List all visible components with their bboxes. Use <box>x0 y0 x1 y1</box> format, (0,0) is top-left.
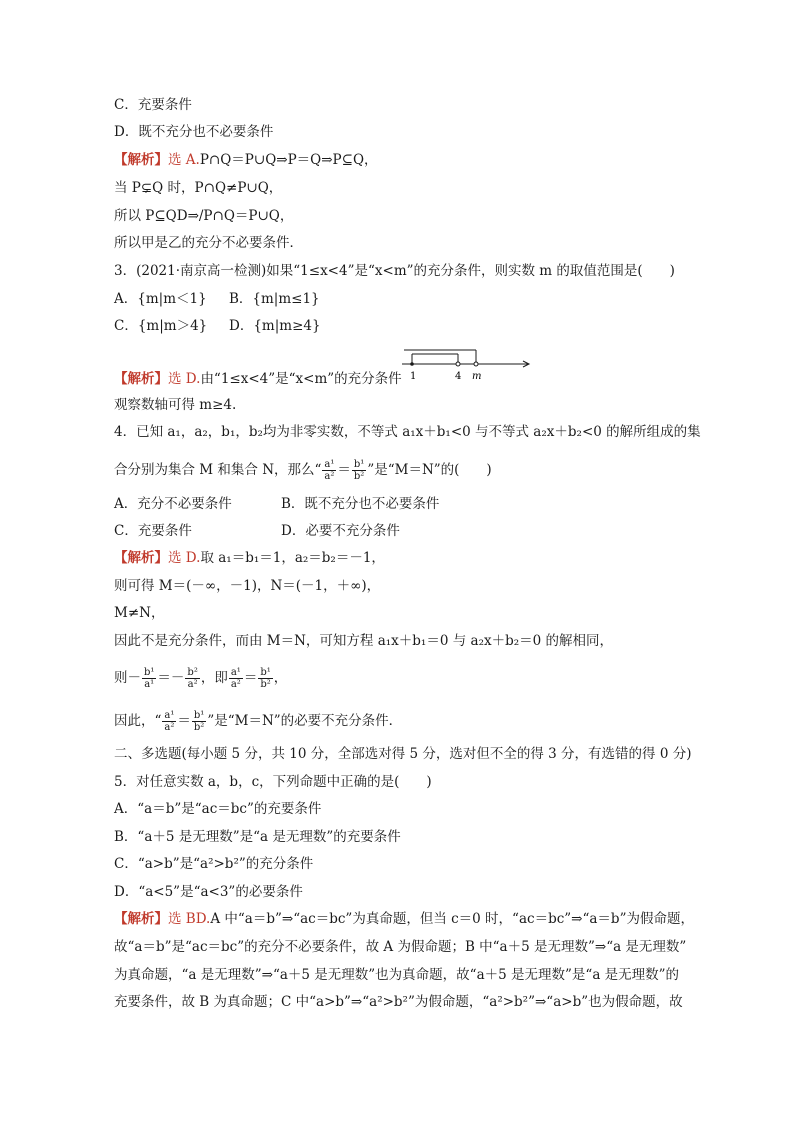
solution-line: 所以 P⊆QD⇒/P∩Q＝P∪Q， <box>114 208 294 224</box>
solution-tag: 【解析】 <box>114 550 168 566</box>
question-3: 3．(2021·南京高一检测)如果“1≤x<4”是“x<m”的充分条件，则实数 m 的取值范围是( ) <box>114 263 675 279</box>
solution-line: 则可得 M＝(－∞，－1)，N＝(－1，＋∞)， <box>114 578 381 594</box>
fraction: $\frac{\text{b¹}}{\text{a¹}}$ <box>144 667 155 690</box>
answer-choice: 选 D. <box>168 550 201 566</box>
solution-tag: 【解析】 <box>114 911 168 927</box>
question-4-cont: 合分别为集合 M 和集合 N，那么“ $\frac{\text{a¹}}{\text{a²}}$ ＝ $\frac{\text{b¹}}{\text{b²}}$ ”是“M＝N”的( ) <box>114 459 492 482</box>
open-point-4 <box>456 362 460 366</box>
solution-tag: 【解析】 <box>114 371 168 387</box>
solution-line <box>114 151 378 169</box>
solution-line: 为真命题，“a 是无理数”⇒“a＋5 是无理数”也为真命题，故“a＋5 是无理数”是“a 是无理数”的 <box>114 967 680 983</box>
option-c: C．“a>b”是“a²>b²”的充分条件 <box>114 856 314 872</box>
solution-line: 因此不是充分条件，而由 M＝N，可知方程 a₁x＋b₁＝0 与 a₂x＋b₂＝0 的解相同， <box>114 633 614 649</box>
option-a: A．{m|m＜1} <box>114 291 207 307</box>
tick-label-m: m <box>472 371 482 382</box>
section-heading: 二、多选题(每小题 5 分，共 10 分，全部选对得 5 分，选对但不全的得 3 分，有选错的得 0 分) <box>114 746 692 762</box>
solution-line: 则－ $\frac{\text{b¹}}{\text{a¹}}$ ＝－ $\frac{\text{b²}}{\text{a²}}$ ，即 $\frac{\text{a¹}}{\text{a²}}$ ＝ $\frac{\text{b¹}}{\text{b²}}$ ， <box>114 667 288 690</box>
option-d: D．必要不充分条件 <box>281 523 400 539</box>
solution-line: 观察数轴可得 m≥4. <box>114 397 237 413</box>
option-d: D．既不充分也不必要条件 <box>114 124 274 140</box>
open-point-m <box>474 362 478 366</box>
option-a: A．充分不必要条件 <box>114 496 232 512</box>
tick-label-1: 1 <box>410 371 417 382</box>
answer-choice: 选 A. <box>168 152 200 168</box>
option-c: C．充要条件 <box>114 523 192 539</box>
option-b: B．“a＋5 是无理数”是“a 是无理数”的充要条件 <box>114 829 401 845</box>
solution-line <box>114 910 694 928</box>
answer-choice: 选 BD. <box>168 911 211 927</box>
solution-tag: 【解析】 <box>114 152 168 168</box>
option-d: D．“a<5”是“a<3”的必要条件 <box>114 884 303 900</box>
option-c: C．{m|m＞4} <box>114 318 208 334</box>
solution-text: P∩Q＝P∪Q⇒P＝Q⇒P⊆Q， <box>199 152 378 168</box>
closed-point-1 <box>410 362 414 366</box>
question-4: 4．已知 a₁，a₂，b₁，b₂均为非零实数，不等式 a₁x＋b₁<0 与不等式 a₂x＋b₂<0 的解所组成的集 <box>114 424 701 440</box>
option-b: B．{m|m≤1} <box>229 291 320 307</box>
option-b: B．既不充分也不必要条件 <box>281 496 440 512</box>
option-c: C．充要条件 <box>114 97 192 113</box>
option-a: A．“a＝b”是“ac＝bc”的充要条件 <box>114 801 322 817</box>
solution-line: 充要条件，故 B 为真命题；C 中“a>b”⇒“a²>b²”为假命题，“a²>b²”⇒“a>b”也为假命题，故 <box>114 994 683 1010</box>
solution-text: 取 a₁＝b₁＝1，a₂＝b₂＝－1， <box>200 550 385 566</box>
fraction: $\frac{\text{a¹}}{\text{a²}}$ <box>230 667 241 690</box>
solution-line <box>114 549 385 567</box>
fraction: $\frac{\text{b¹}}{\text{b²}}$ <box>353 459 365 482</box>
solution-text: 由“1≤x<4”是“x<m”的充分条件 <box>200 371 402 387</box>
fraction: $\frac{\text{b¹}}{\text{b²}}$ <box>260 667 271 690</box>
solution-line: 因此，“ $\frac{\text{a¹}}{\text{a²}}$ ＝ $\frac{\text{b¹}}{\text{b²}}$ ”是“M＝N”的必要不充分条件． <box>114 710 403 733</box>
answer-choice: 选 D. <box>168 371 201 387</box>
number-line-figure <box>400 348 535 384</box>
question-5: 5．对任意实数 a，b，c，下列命题中正确的是( ) <box>114 774 432 790</box>
fraction: $\frac{\text{a¹}}{\text{a²}}$ <box>324 459 335 482</box>
solution-line: 所以甲是乙的充分不必要条件． <box>114 235 303 251</box>
fraction: $\frac{\text{b¹}}{\text{b²}}$ <box>193 710 205 733</box>
option-d: D．{m|m≥4} <box>229 318 321 334</box>
fraction: $\frac{\text{a¹}}{\text{a²}}$ <box>164 710 175 733</box>
tick-label-4: 4 <box>455 371 462 382</box>
fraction: $\frac{\text{b²}}{\text{a²}}$ <box>187 667 198 690</box>
solution-line: 当 P⊊Q 时，P∩Q≠P∪Q， <box>114 180 283 196</box>
solution-line: 故“a＝b”是“ac＝bc”的充分不必要条件，故 A 为假命题；B 中“a＋5 是无理数”⇒“a 是无理数” <box>114 939 687 955</box>
solution-text: A 中“a＝b”⇒“ac＝bc”为真命题，但当 c＝0 时，“ac＝bc”⇒“a＝b”为假命题， <box>210 911 694 927</box>
solution-line <box>114 370 402 388</box>
solution-line: M≠N， <box>114 605 165 621</box>
